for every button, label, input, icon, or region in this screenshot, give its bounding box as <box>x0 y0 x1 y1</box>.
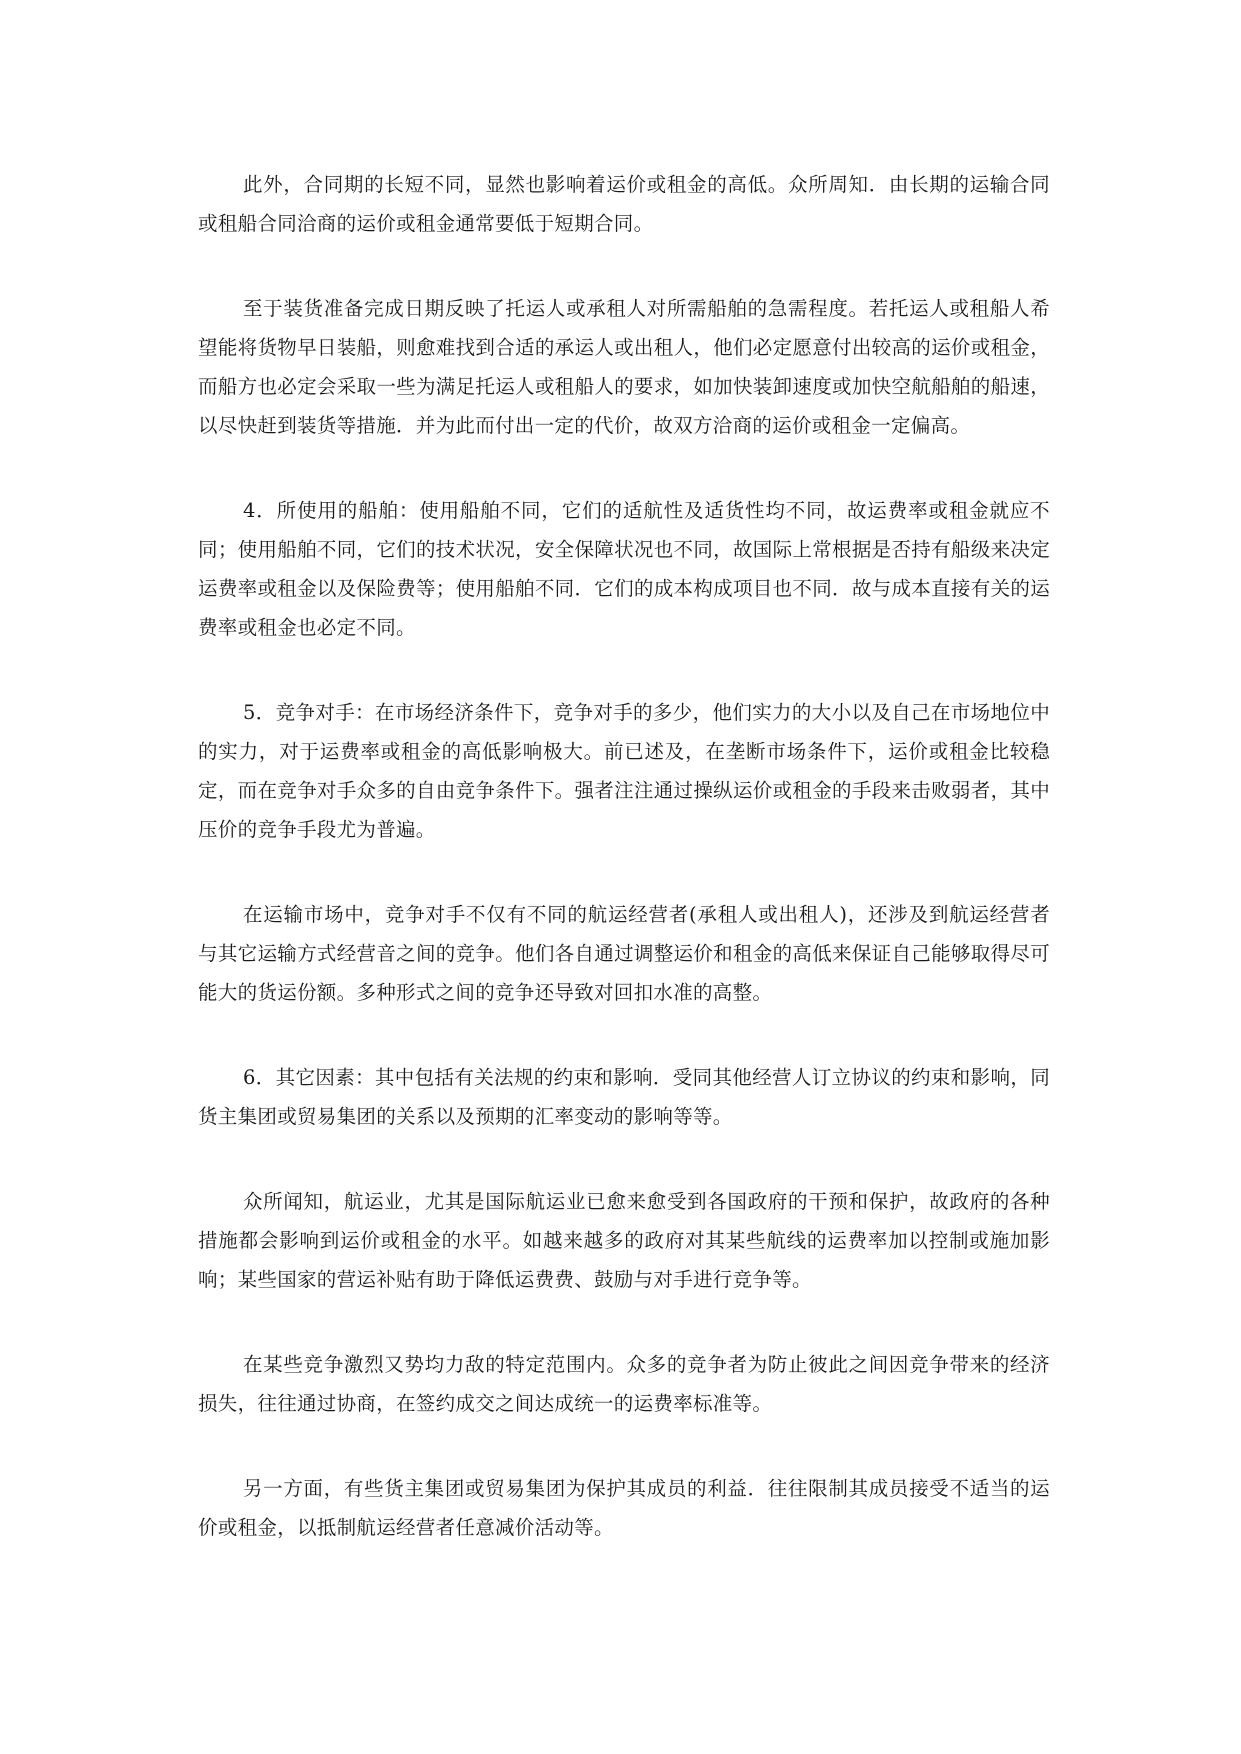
paragraph-competitors: 5．竞争对手：在市场经济条件下，竞争对手的多少，他们实力的大小以及自己在市场地位中的实力，对于运费率或租金的高低影响极大。前已述及，在垄断市场条件下，运价或租金比较稳定，而在竞争对手众多的自由竞争条件下。强者注注通过操纵运价或租金的手段来击败弱者，其中压价的竞争手段尤为普遍。 <box>198 701 1050 841</box>
paragraph-contract-period: 此外，合同期的长短不同，显然也影响着运价或租金的高低。众所周知．由长期的运输合同或租船合同洽商的运价或租金通常要低于短期合同。 <box>198 173 1050 235</box>
paragraph-loading-date: 至于装货准备完成日期反映了托运人或承租人对所需船舶的急需程度。若托运人或租船人希望能将货物早日装船，则愈难找到合适的承运人或出租人，他们必定愿意付出较高的运价或租金，而船方也必定会采取一些为满足托运人或租船人的要求，如加快装卸速度或加快空航船舶的船速，以尽快赶到装货等措施．并为此而付出一定的代价，故双方洽商的运价或租金一定偏高。 <box>198 297 1050 437</box>
paragraph-government-intervention: 众所闻知，航运业，尤其是国际航运业已愈来愈受到各国政府的干预和保护，故政府的各种措施都会影响到运价或租金的水平。如越来越多的政府对其某些航线的运费率加以控制或施加影响；某些国家的营运补贴有助于降低运费费、鼓励与对手进行竞争等。 <box>198 1190 1050 1291</box>
paragraph-shipper-groups: 另一方面，有些货主集团或贸易集团为保护其成员的利益．往往限制其成员接受不适当的运价或租金，以抵制航运经营者任意减价活动等。 <box>198 1477 1050 1539</box>
document-body <box>198 165 1050 1593</box>
paragraph-other-factors: 6．其它因素：其中包括有关法规的约束和影响．受同其他经营人订立协议的约束和影响，同货主集团或贸易集团的关系以及预期的汇率变动的影响等等。 <box>198 1066 1050 1128</box>
paragraph-competition-agreement: 在某些竞争激烈又势均力敌的特定范围内。众多的竞争者为防止彼此之间因竞争带来的经济损失，往往通过协商，在签约成交之间达成统一的运费率标准等。 <box>198 1353 1050 1415</box>
paragraph-ships-used: 4．所使用的船舶：使用船舶不同，它们的适航性及适货性均不同，故运费率或租金就应不同；使用船舶不同，它们的技术状况，安全保障状况也不同，故国际上常根据是否持有船级来决定运费率或租金以及保险费等；使用船舶不同．它们的成本构成项目也不同．故与成本直接有关的运费率或租金也必定不同。 <box>198 499 1050 639</box>
paragraph-transport-market: 在运输市场中，竞争对手不仅有不同的航运经营者(承租人或出租人)，还涉及到航运经营者与其它运输方式经营音之间的竞争。他们各自通过调整运价和租金的高低来保证自己能够取得尽可能大的货运份额。多种形式之间的竞争还导致对回扣水准的高整。 <box>198 903 1050 1004</box>
